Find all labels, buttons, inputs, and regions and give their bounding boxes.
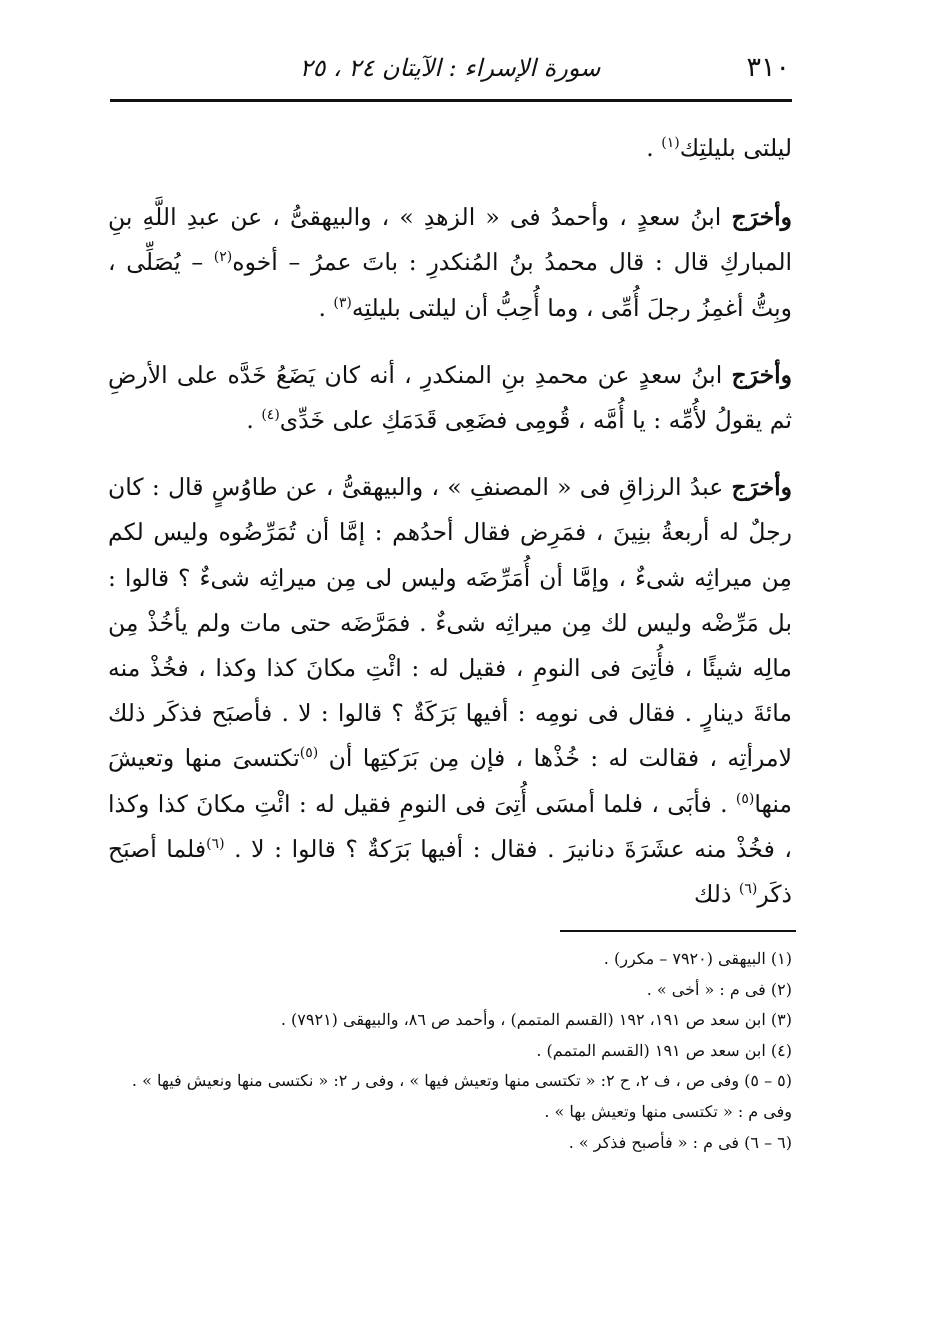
footnote-4: (٤) ابن سعد ص ١٩١ (القسم المتمم) . bbox=[536, 1040, 792, 1060]
footnote-ref: (٦) bbox=[206, 836, 225, 853]
footnote-ref: (٥) bbox=[299, 745, 319, 762]
footnote-ref: (٥) bbox=[735, 790, 755, 807]
paragraph-tail: – يُصَلِّى ، وبِتُّ أغمِزُ رجلَ أُمِّى ، وما أُحِبُّ أن ليلتى بليلتِه bbox=[108, 248, 792, 322]
paragraph-4 bbox=[108, 465, 792, 917]
paragraph-text: عبدُ الرزاقِ فى « المصنفِ » ، والبيهقىُّ ، عن طاوُسٍ قال : كان رجلٌ له أربعةُ بنِينَ ، فمَرِض فقال أحدُهم : إمَّا أن تُمَرِّضُوه وليس لكم مِن ميراثِه شىءٌ ، وإمَّا أن أُمَرِّضَه وليس لى مِن ميراثِه شىءٌ ؟ قالوا : بل مَرِّضْه وليس لك مِن ميراثِه شىءٌ . فمَرَّضَه حتى مات ولم يأخُذْ مِن مالِه شيئًا ، فأُتِىَ فى النومِ ، فقيل له : ائْتِ مكانَ كذا وكذا ، فخُذْ منه مائةَ دينارٍ . فقال فى نومِه : أفيها بَرَكَةٌ ؟ قالوا : لا . فأصبَح فذكَر ذلك لامرأتِه ، فقالت له : خُذْها ، فإن مِن بَرَكتِها أن bbox=[108, 473, 792, 773]
footnote-ref: (٣) bbox=[333, 294, 352, 311]
page-number: ٣١٠ bbox=[746, 52, 790, 83]
footnotes bbox=[108, 944, 792, 1158]
paragraph-lead: وأخرَج bbox=[731, 203, 792, 232]
running-title: سورة الإسراء : الآيتان ٢٤ ، ٢٥ bbox=[299, 54, 601, 82]
paragraph-text: ابنُ سعدٍ ، وأحمدُ فى « الزهدِ » ، والبيهقىُّ ، عن عبدِ اللَّهِ بنِ المباركِ قال : قال محمدُ بنُ المُنكدرِ : باتَ عمرُ – أخوه bbox=[108, 203, 793, 277]
paragraph-text: ليلتى بليلتِك bbox=[679, 134, 792, 162]
footnote-rule bbox=[560, 930, 796, 932]
paragraph-2 bbox=[108, 195, 792, 331]
paragraph-tail: ذلك bbox=[694, 880, 739, 909]
footnote-6: (٦ – ٦) فى م : « فأصبح فذكر » . bbox=[568, 1132, 792, 1152]
paragraph-lead: وأخرَج bbox=[731, 473, 792, 502]
main-text bbox=[108, 126, 792, 939]
footnote-ref: (٦) bbox=[738, 881, 758, 898]
footnote-ref: (١) bbox=[661, 135, 680, 152]
paragraph-tail: . bbox=[646, 134, 662, 162]
footnote-1: (١) البيهقى (٧٩٢٠ – مكرر) . bbox=[603, 949, 792, 968]
footnote-ref: (٢) bbox=[213, 249, 233, 266]
paragraph-tail: تكتسىَ منها وتعيشَ منها bbox=[108, 744, 792, 818]
paragraph-tail: . bbox=[318, 293, 334, 322]
page-header bbox=[110, 48, 790, 94]
footnote-2: (٢) فى م : « أخى » . bbox=[646, 979, 792, 999]
footnote-5-continued: وفى م : « تكتسى منها وتعيش بها » . bbox=[544, 1101, 792, 1121]
paragraph-lead: وأخرَج bbox=[731, 360, 792, 389]
paragraph-1 bbox=[108, 126, 792, 171]
paragraph-tail: . bbox=[246, 406, 262, 435]
footnote-ref: (٤) bbox=[261, 407, 280, 424]
paragraph-3 bbox=[108, 353, 792, 443]
footnote-5: (٥ – ٥) وفى ص ، ف ٢، ح ٢: « تكتسى منها وتعيش فيها » ، وفى ر ٢: « نكتسى منها ونعيش فيها » . bbox=[131, 1071, 792, 1091]
paragraph-tail: . فأبَى ، فلما أمسَى أُتِىَ فى النومِ فقيل له : ائْتِ مكانَ كذا وكذا ، فخُذْ منه عشَرَةَ دنانيرَ . فقال : أفيها بَرَكةٌ ؟ قالوا : لا . bbox=[108, 789, 792, 863]
paragraph-tail: فلما أصبَح ذكَر bbox=[108, 834, 792, 909]
paragraph-text: ابنُ سعدٍ عن محمدِ بنِ المنكدرِ ، أنه كان يَضَعُ خَدَّه على الأرضِ ثم يقولُ لأُمِّه : يا أُمَّه ، قُومِى فضَعِى قَدَمَكِ على خَدِّى bbox=[108, 360, 792, 435]
footnote-3: (٣) ابن سعد ص ١٩١، ١٩٢ (القسم المتمم) ، وأحمد ص ٨٦، والبيهقى (٧٩٢١) . bbox=[280, 1010, 792, 1030]
header-rule bbox=[110, 99, 792, 102]
